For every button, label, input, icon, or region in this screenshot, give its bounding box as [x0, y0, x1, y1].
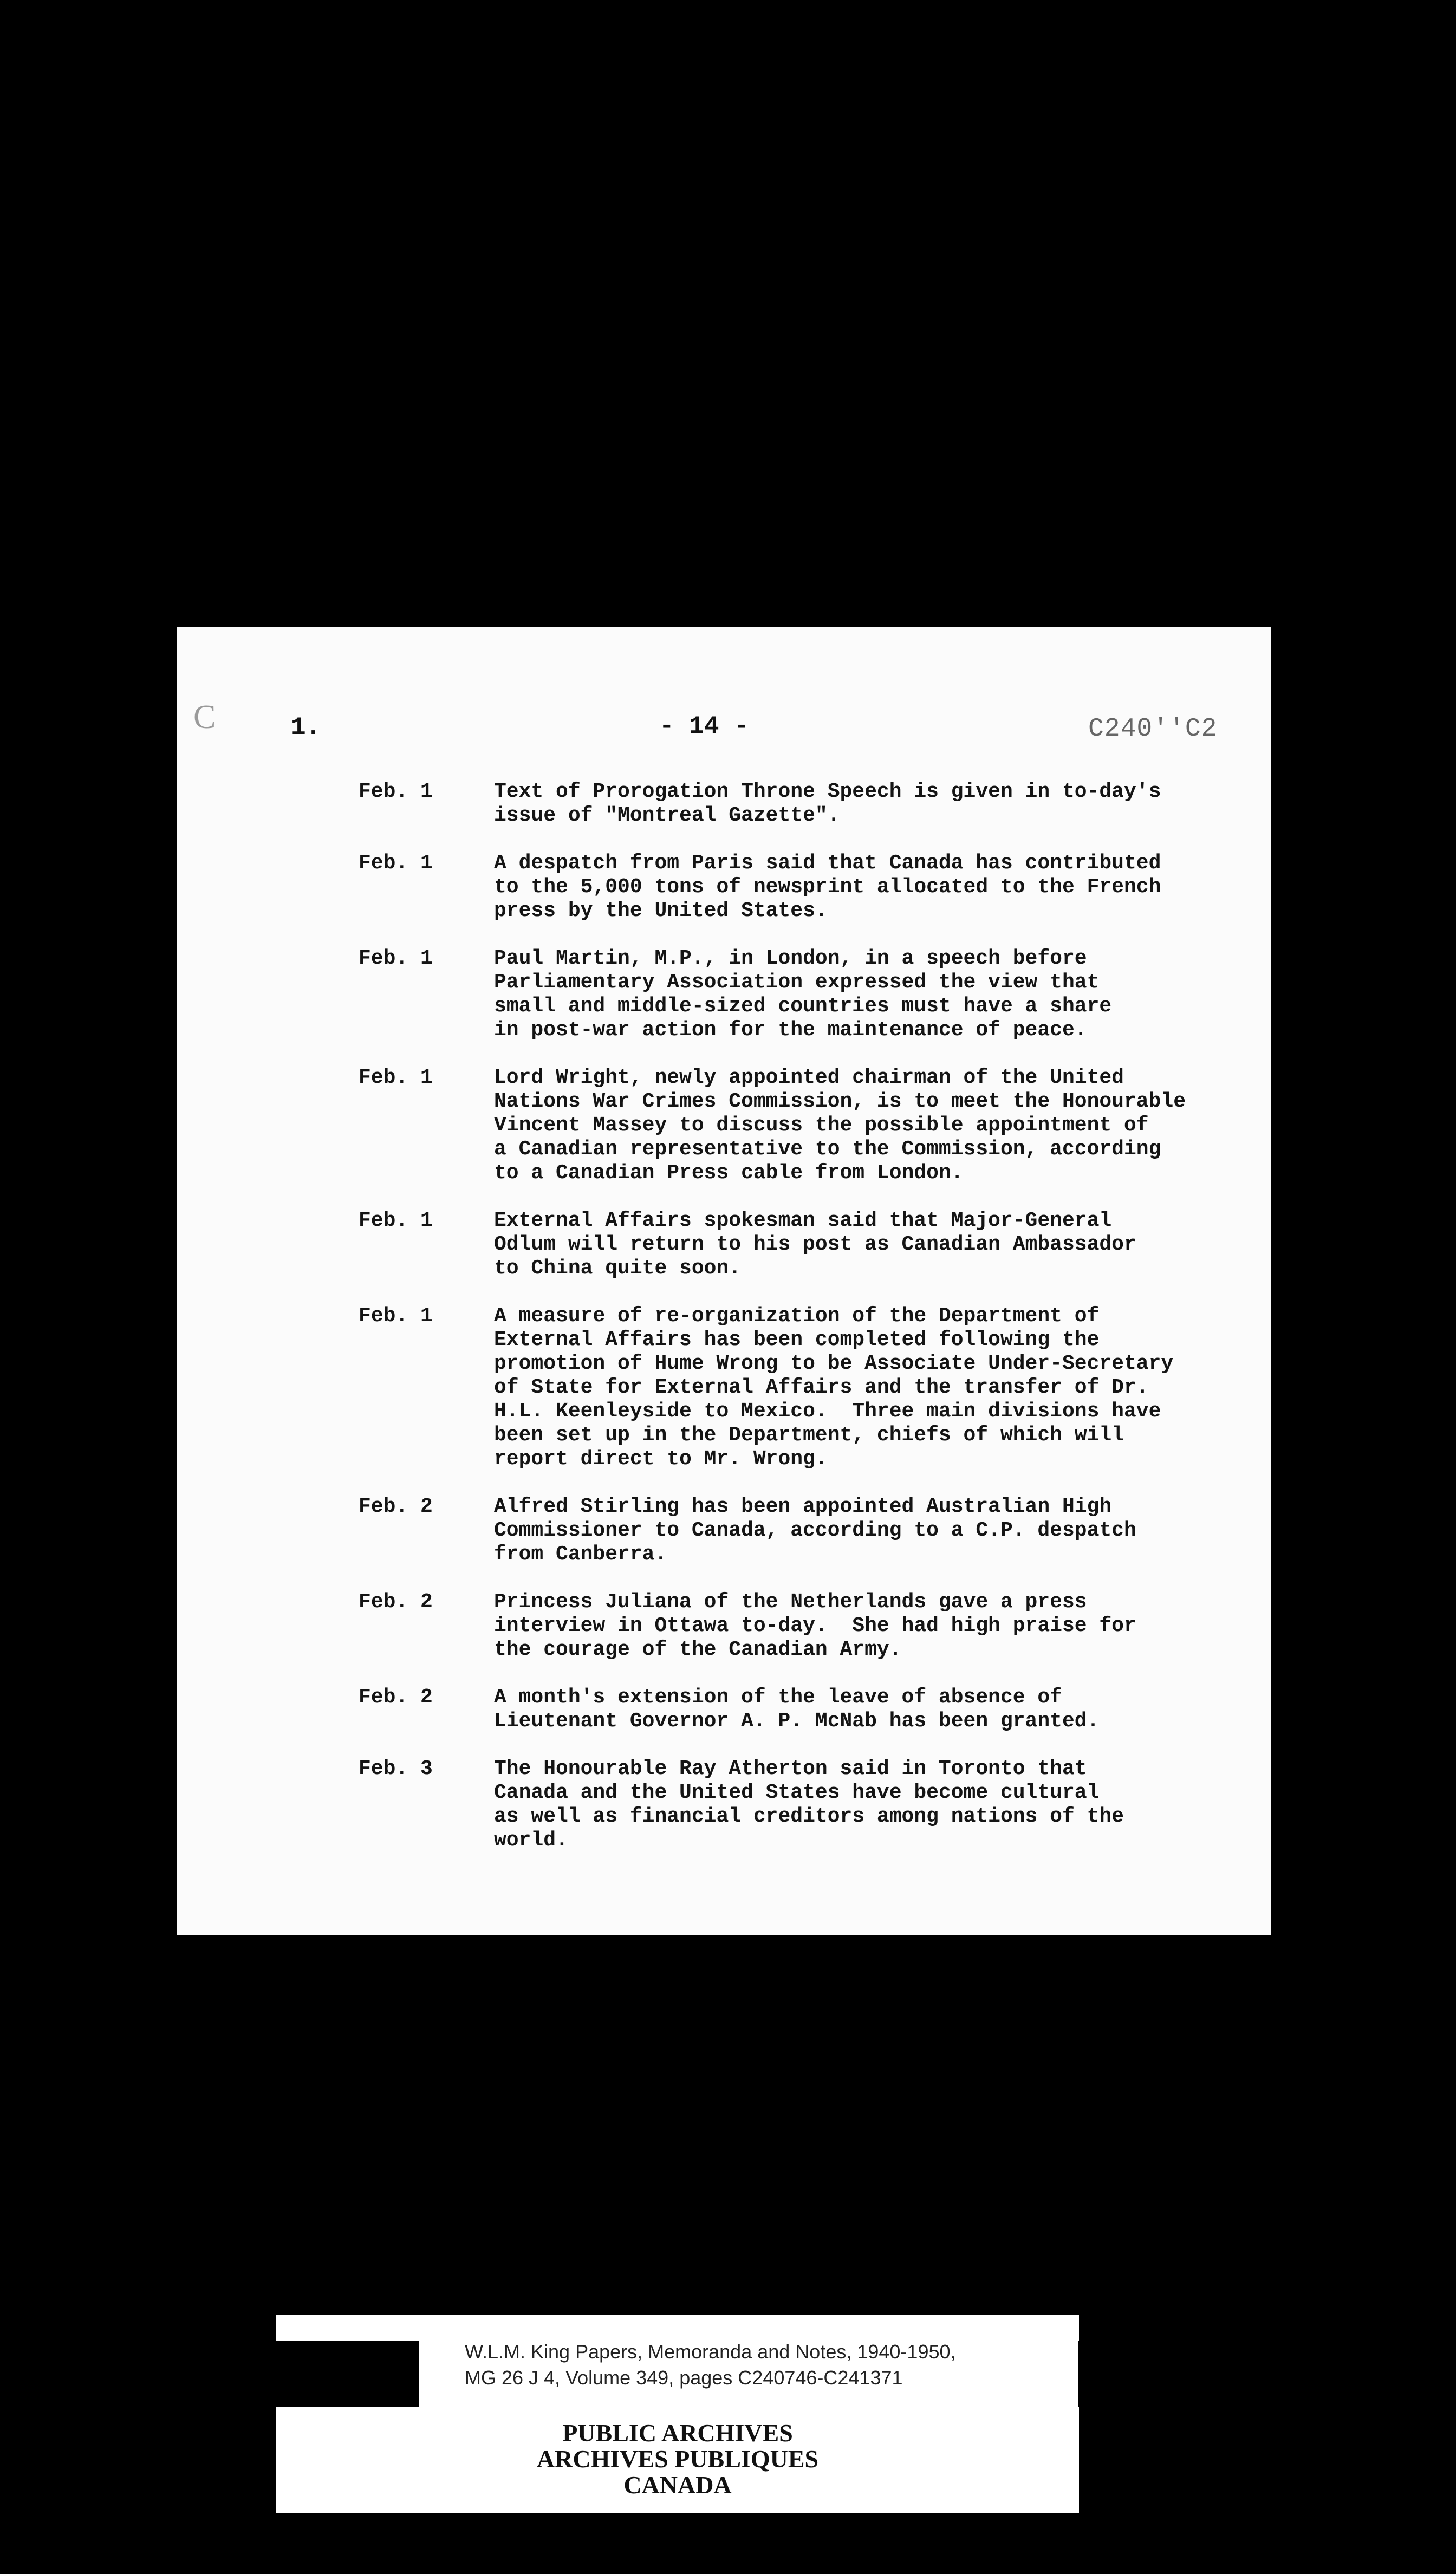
label-notch-left — [276, 2341, 419, 2407]
entry-date: Feb. 1 — [359, 1209, 433, 1232]
entry-date: Feb. 2 — [359, 1686, 433, 1709]
citation-line-2: MG 26 J 4, Volume 349, pages C240746-C241371 — [465, 2367, 903, 2389]
entry-text: Paul Martin, M.P., in London, in a speech before Parliamentary Association expressed the view that small and middle-sized countries must have a share in post-war action for the maintenance of peace. — [494, 947, 1112, 1042]
list-item — [359, 1066, 1274, 1185]
entry-date: Feb. 2 — [359, 1590, 433, 1614]
page-number: - 14 - — [659, 712, 749, 740]
entry-text: Text of Prorogation Throne Speech is given in to-day's issue of "Montreal Gazette". — [494, 780, 1161, 827]
entry-list — [359, 780, 1274, 1876]
entry-date: Feb. 1 — [359, 780, 433, 803]
entry-date: Feb. 1 — [359, 851, 433, 875]
list-item — [359, 1590, 1274, 1662]
entry-text: External Affairs spokesman said that Major-General Odlum will return to his post as Canadian Ambassador to China quite soon. — [494, 1209, 1136, 1280]
entry-text: Alfred Stirling has been appointed Australian High Commissioner to Canada, according to a C.P. despatch from Canberra. — [494, 1495, 1136, 1566]
entry-text: The Honourable Ray Atherton said in Toronto that Canada and the United States have become cultural as well as financial creditors among nations of the world. — [494, 1757, 1124, 1852]
entry-date: Feb. 3 — [359, 1757, 433, 1780]
archive-name-french: ARCHIVES PUBLIQUES — [536, 2445, 819, 2473]
entry-date: Feb. 1 — [359, 947, 433, 970]
entry-text: A despatch from Paris said that Canada has contributed to the 5,000 tons of newsprint allocated to the French press by the United States. — [494, 851, 1161, 922]
list-item — [359, 780, 1274, 828]
list-item — [359, 947, 1274, 1042]
label-notch-right — [1078, 2341, 1097, 2407]
entry-text: A measure of re-organization of the Department of External Affairs has been completed following the promotion of Hume Wrong to be Associate Under-Secretary of State for External Affairs and the transfer of Dr. H.L. Keenleyside to Mexico. Three main divisions have been set up in the Department, chiefs of which will report direct to Mr. Wrong. — [494, 1304, 1174, 1471]
list-item — [359, 851, 1274, 923]
entry-date: Feb. 1 — [359, 1066, 433, 1089]
list-item — [359, 1495, 1274, 1566]
section-number: 1. — [291, 713, 321, 742]
document-page — [177, 627, 1271, 1935]
entry-text: Princess Juliana of the Netherlands gave a press interview in Ottawa to-day. She had high praise for the courage of the Canadian Army. — [494, 1590, 1136, 1661]
list-item — [359, 1209, 1274, 1280]
entry-date: Feb. 1 — [359, 1304, 433, 1328]
entry-text: A month's extension of the leave of absence of Lieutenant Governor A. P. McNab has been granted. — [494, 1686, 1100, 1733]
list-item — [359, 1304, 1274, 1471]
archive-country: CANADA — [623, 2471, 732, 2499]
list-item — [359, 1686, 1274, 1733]
margin-mark: C — [193, 699, 216, 736]
list-item — [359, 1757, 1274, 1852]
archive-stamp: C240''C2 — [1088, 714, 1218, 744]
entry-text: Lord Wright, newly appointed chairman of the United Nations War Crimes Commission, is to meet the Honourable Vincent Massey to discuss the possible appointment of a Canadian representative to the Commission, according to a Canadian Press cable from London. — [494, 1066, 1186, 1185]
archive-name-english: PUBLIC ARCHIVES — [562, 2419, 793, 2447]
entry-date: Feb. 2 — [359, 1495, 433, 1518]
citation-line-1: W.L.M. King Papers, Memoranda and Notes, 1940-1950, — [465, 2341, 956, 2363]
